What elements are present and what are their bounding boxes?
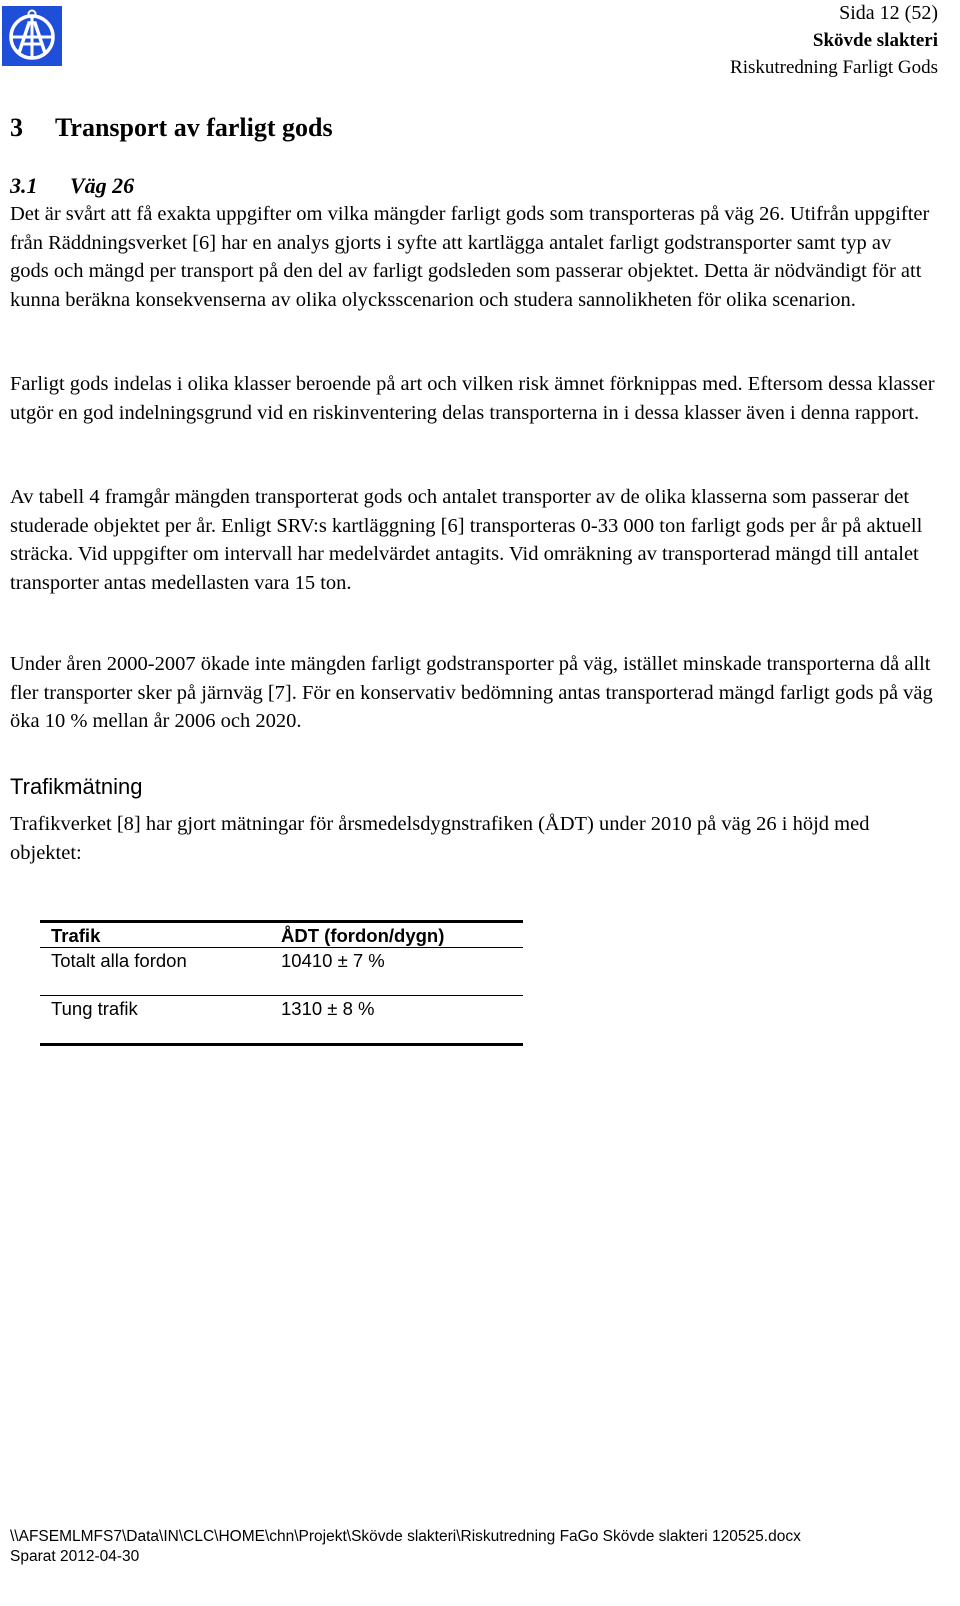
company-logo [2, 6, 62, 66]
table-header-adt: ÅDT (fordon/dygn) [281, 925, 445, 946]
page-number: Sida 12 (52) [839, 2, 938, 24]
subsection-number: 3.1 [10, 173, 38, 198]
paragraph-intro: Det är svårt att få exakta uppgifter om vilka mängder farligt gods som transporteras på väg 26. Utifrån uppgifter från Räddningsverket [6] har en analys gjorts i syfte att kartlägga antalet farligt godstransporter samt typ av gods och mängd per transport på den del av farligt godsleden som passerar objektet. Detta är nödvändigt för att kunna beräkna konsekvenserna av olika olycksscenarion och studera sannolikheten för olika scenarion. [10, 203, 930, 311]
paragraph-table-reference: Av tabell 4 framgår mängden transporterat gods och antalet transporter av de olika klasserna som passerar det studerade objektet per år. Enligt SRV:s kartläggning [6] transporteras 0-33 000 ton farligt gods per år på aktuell sträcka. Vid uppgifter om intervall har medelvärdet antagits. Vid omräkning av transporterad mängd till antalet transporter antas medellasten vara 15 ton. [10, 486, 923, 594]
page-header [730, 0, 938, 81]
table-rule-row [40, 995, 523, 996]
subsection-title: Väg 26 [70, 173, 135, 198]
table-row-heavy-value: 1310 ± 8 % [281, 998, 375, 1019]
section-title: Transport av farligt gods [55, 113, 333, 142]
footer-file-path: \\AFSEMLMFS7\Data\IN\CLC\HOME\chn\Projekt\Skövde slakteri\Riskutredning FaGo Skövde slakteri 120525.docx [10, 1528, 801, 1545]
page-footer [10, 1527, 801, 1567]
company-name: Skövde slakteri [812, 30, 938, 51]
paragraph-trend: Under åren 2000-2007 ökade inte mängden farligt godstransporter på väg, istället minskade transporterna då allt fler transporter sker på järnväg [7]. För en konservativ bedömning antas transporterad mängd farligt gods på väg öka 10 % mellan år 2006 och 2020. [10, 653, 933, 732]
paragraph-classes: Farligt gods indelas i olika klasser beroende på art och vilken risk ämnet förknippas med. Eftersom dessa klasser utgör en god indelningsgrund vid en riskinventering delas transporterna in i dessa klasser även i denna rapport. [10, 373, 935, 424]
section-heading [10, 113, 333, 143]
table-rule-header [40, 947, 523, 948]
traffic-heading: Trafikmätning [10, 774, 143, 799]
footer-saved-date: Sparat 2012-04-30 [10, 1548, 140, 1565]
table-row-heavy-label: Tung trafik [51, 998, 138, 1019]
paragraph-traffic: Trafikverket [8] har gjort mätningar för årsmedelsdygnstrafiken (ÅDT) under 2010 på väg 26 i höjd med objektet: [10, 813, 870, 864]
subsection-heading [10, 173, 134, 199]
section-number: 3 [10, 113, 23, 142]
table-row-total-value: 10410 ± 7 % [281, 950, 385, 971]
table-row-total-label: Totalt alla fordon [51, 950, 187, 971]
document-title: Riskutredning Farligt Gods [730, 57, 938, 78]
table-rule-top [40, 920, 523, 923]
table-header-trafik: Trafik [51, 925, 101, 946]
table-rule-bottom [40, 1043, 523, 1046]
